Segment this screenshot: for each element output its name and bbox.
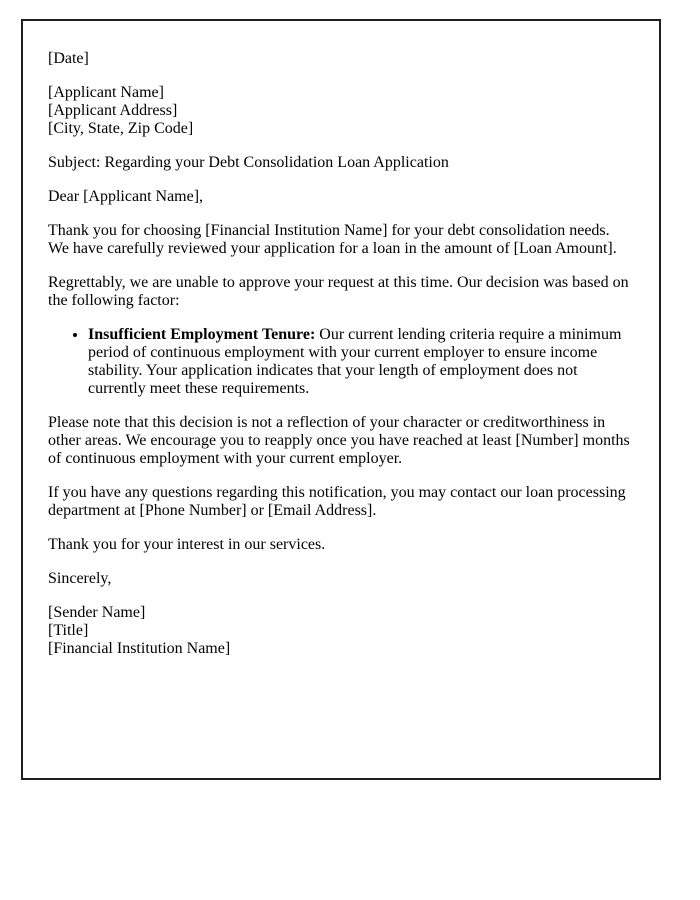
- recipient-name-line: [Applicant Name]: [48, 84, 164, 101]
- rejection-reason-list: [48, 326, 634, 398]
- reason-title: Insufficient Employment Tenure:: [88, 326, 316, 343]
- recipient-city-state-zip-line: [City, State, Zip Code]: [48, 120, 194, 137]
- recipient-address-line: [Applicant Address]: [48, 102, 178, 119]
- salutation: Dear [Applicant Name],: [48, 188, 204, 205]
- date-line: [Date]: [48, 50, 89, 67]
- paragraph-intro: Thank you for choosing [Financial Institution Name] for your debt consolidation needs. We have carefully reviewed your application for a loan in the amount of [Loan Amount].: [48, 222, 617, 257]
- signature-block: [48, 604, 634, 658]
- sender-name-line: [Sender Name]: [48, 604, 146, 621]
- closing-line: Sincerely,: [48, 570, 112, 587]
- paragraph-contact: If you have any questions regarding this notification, you may contact our loan processing department at [Phone Number] or [Email Address].: [48, 484, 626, 519]
- paragraph-thanks: Thank you for your interest in our services.: [48, 536, 326, 553]
- recipient-address-block: [48, 84, 634, 138]
- paragraph-decision: Regrettably, we are unable to approve your request at this time. Our decision was based on the following factor:: [48, 274, 629, 309]
- sender-institution-line: [Financial Institution Name]: [48, 640, 231, 657]
- sender-title-line: [Title]: [48, 622, 89, 639]
- rejection-reason-item: [88, 326, 634, 398]
- reason-body: Our current lending criteria require a minimum period of continuous employment with your current employer to ensure income stability. Your application indicates that your length of employment does not currently meet these requirements.: [88, 326, 622, 397]
- letter-document: [21, 19, 661, 780]
- paragraph-reassurance: Please note that this decision is not a reflection of your character or creditworthiness in other areas. We encourage you to reapply once you have reached at least [Number] months of continuous employment with your current employer.: [48, 414, 630, 467]
- subject-line: Subject: Regarding your Debt Consolidation Loan Application: [48, 154, 449, 171]
